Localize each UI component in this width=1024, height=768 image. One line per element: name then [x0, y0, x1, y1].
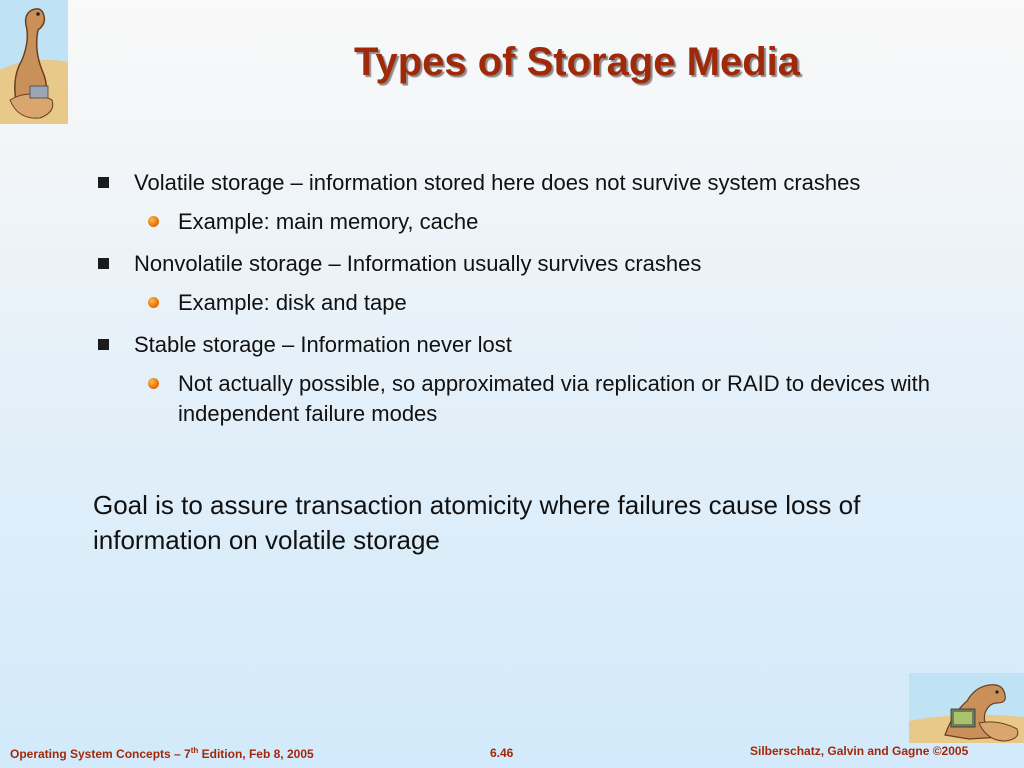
footer-page-number: 6.46	[490, 746, 514, 760]
bullet-item-volatile: Volatile storage – information stored here does not survive system crashes	[96, 168, 956, 198]
bullet-list	[96, 168, 956, 441]
footer-copyright: Silberschatz, Galvin and Gagne ©2005	[750, 744, 969, 758]
slide-title: Types of Storage Media	[353, 40, 800, 84]
sub-bullet-item: Not actually possible, so approximated via replication or RAID to devices with independent failure modes	[96, 369, 956, 429]
sub-bullet-item: Example: main memory, cache	[96, 207, 956, 237]
square-bullet-icon	[98, 258, 109, 269]
goal-statement: Goal is to assure transaction atomicity where failures cause loss of information on volatile storage	[93, 490, 861, 555]
bullet-item-nonvolatile: Nonvolatile storage – Information usually survives crashes	[96, 249, 956, 279]
square-bullet-icon	[98, 339, 109, 350]
round-bullet-icon	[148, 297, 159, 308]
square-bullet-icon	[98, 177, 109, 188]
dinosaur-logo-top-left	[0, 0, 68, 124]
dinosaur-logo-bottom-right	[909, 673, 1024, 743]
footer-course-title: Operating System Concepts – 7th Edition, Feb 8, 2005	[10, 746, 314, 761]
round-bullet-icon	[148, 216, 159, 227]
round-bullet-icon	[148, 378, 159, 389]
bullet-item-stable: Stable storage – Information never lost	[96, 330, 956, 360]
sub-bullet-item: Example: disk and tape	[96, 288, 956, 318]
